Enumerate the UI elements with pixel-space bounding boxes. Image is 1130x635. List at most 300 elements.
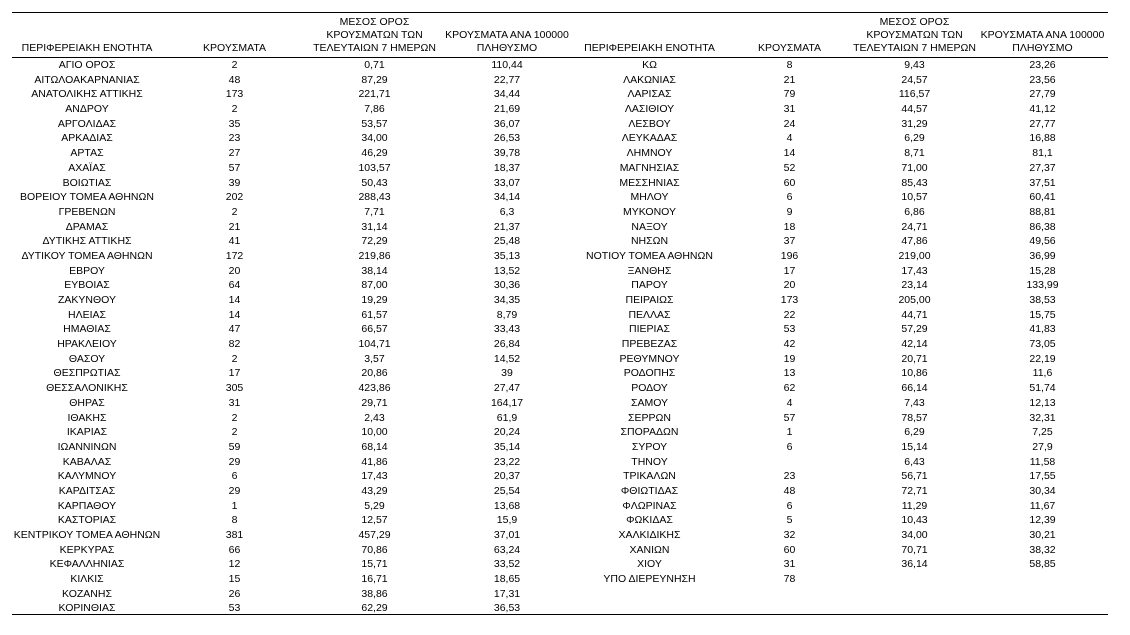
cell-avg7: 34,00 (901, 529, 928, 541)
cell-avg7: 56,71 (901, 470, 928, 483)
header-avg7: ΜΕΣΟΣ ΟΡΟΣ ΚΡΟΥΣΜΑΤΩΝ ΤΩΝ ΤΕΛΕΥΤΑΙΩΝ 7 ΗΜΕΡΩΝ (313, 16, 436, 54)
cell-region: ΞΑΝΘΗΣ (627, 264, 672, 277)
cell-region: ΜΥΚΟΝΟΥ (622, 205, 676, 218)
cell-cases: 1 (231, 499, 238, 512)
cell-avg7: 38,14 (361, 264, 388, 277)
cell-cases: 18 (783, 220, 796, 233)
cell-region: ΙΚΑΡΙΑΣ (66, 426, 108, 439)
cell-cases: 6 (231, 470, 238, 483)
cell-per100k: 133,99 (1026, 279, 1059, 292)
cell-cases: 66 (228, 543, 241, 556)
table-row (572, 58, 1108, 73)
cell-cases: 305 (225, 382, 244, 395)
cell-per100k: 63,24 (493, 543, 521, 556)
cell-cases: 31 (228, 396, 241, 409)
cell-cases: 42 (783, 338, 796, 351)
cell-avg7: 17,43 (361, 470, 388, 483)
cell-cases: 59 (228, 440, 241, 453)
cell-per100k: 73,05 (1029, 338, 1056, 351)
table-row (572, 87, 1108, 102)
cell-region: ΣΥΡΟΥ (631, 440, 668, 453)
cell-per100k: 36,99 (1029, 249, 1056, 262)
cell-avg7: 72,29 (361, 235, 388, 248)
cell-avg7: 11,29 (901, 499, 928, 512)
cell-region: ΣΑΜΟΥ (630, 396, 669, 409)
table-header-left (12, 12, 572, 58)
cell-region: ΝΗΣΩΝ (630, 235, 669, 248)
cell-region: ΚΑΡΔΙΤΣΑΣ (58, 484, 116, 497)
table-row (572, 190, 1108, 205)
table-row (572, 337, 1108, 352)
cell-per100k: 18,65 (493, 573, 521, 586)
table-right-half (572, 12, 1108, 616)
cell-region: ΡΕΘΥΜΝΟΥ (619, 352, 680, 365)
cell-per100k: 20,37 (493, 470, 521, 483)
cell-avg7: 78,57 (901, 411, 928, 424)
cell-per100k: 41,12 (1029, 103, 1056, 116)
cell-region: ΚΕΝΤΡΙΚΟΥ ΤΟΜΕΑ ΑΘΗΝΩΝ (13, 529, 161, 541)
cell-cases: 8 (231, 514, 238, 527)
cell-per100k: 86,38 (1029, 220, 1056, 233)
cell-cases: 32 (783, 529, 796, 541)
cell-region: ΚΟΖΑΝΗΣ (62, 587, 112, 600)
cell-avg7: 50,43 (361, 176, 388, 189)
table-row (12, 249, 572, 264)
cell-cases: 4 (786, 132, 793, 145)
cell-region: ΗΡΑΚΛΕΙΟΥ (57, 338, 117, 351)
cell-region: ΛΑΚΩΝΙΑΣ (623, 73, 676, 86)
cell-per100k: 36,53 (493, 602, 521, 615)
table-row (572, 455, 1108, 470)
table-row (12, 528, 572, 543)
cell-per100k: 14,52 (493, 352, 521, 365)
table-row (572, 484, 1108, 499)
table-row (12, 322, 572, 337)
table-row (572, 220, 1108, 235)
cell-region: ΚΟΡΙΝΘΙΑΣ (58, 602, 116, 615)
cell-avg7: 66,57 (361, 323, 388, 336)
cell-avg7: 85,43 (901, 176, 928, 189)
cell-cases: 6 (786, 499, 793, 512)
cell-avg7: 44,57 (901, 103, 928, 116)
cell-cases: 29 (228, 484, 241, 497)
cell-per100k: 26,84 (493, 338, 521, 351)
table-left-half (12, 12, 572, 616)
cell-cases: 13 (783, 367, 796, 380)
cell-cases: 2 (231, 352, 238, 365)
cell-avg7: 12,57 (361, 514, 388, 527)
cell-avg7: 7,43 (904, 396, 925, 409)
cell-per100k: 27,77 (1029, 117, 1056, 130)
table-row (12, 131, 572, 146)
cell-region: ΠΙΕΡΙΑΣ (629, 323, 670, 336)
cell-per100k: 34,44 (493, 88, 521, 101)
cell-region: ΗΜΑΘΙΑΣ (63, 323, 111, 336)
cell-avg7: 19,29 (361, 294, 388, 306)
table-row (12, 499, 572, 514)
cell-per100k: 81,1 (1032, 147, 1053, 160)
cell-per100k: 30,34 (1029, 484, 1056, 497)
cell-region: ΦΩΚΙΔΑΣ (626, 514, 673, 527)
cell-per100k: 37,51 (1029, 176, 1056, 189)
cell-cases: 41 (228, 235, 241, 248)
cell-region: ΝΑΞΟΥ (631, 220, 668, 233)
cell-cases: 24 (783, 117, 796, 130)
table-row (12, 469, 572, 484)
table-row (12, 205, 572, 220)
table-row (572, 381, 1108, 396)
cell-region: ΙΘΑΚΗΣ (67, 411, 107, 424)
table-body-right (572, 58, 1108, 587)
cell-region: ΑΙΤΩΛΟΑΚΑΡΝΑΝΙΑΣ (34, 73, 140, 86)
cell-cases: 173 (780, 294, 799, 306)
cell-cases: 22 (783, 308, 796, 321)
table-row (572, 469, 1108, 484)
cell-cases: 27 (228, 147, 241, 160)
cell-cases: 8 (786, 59, 793, 71)
header-per100k: ΚΡΟΥΣΜΑΤΑ ΑΝΑ 100000 ΠΛΗΘΥΣΜΟ (445, 29, 569, 54)
table-row (12, 102, 572, 117)
table-row (12, 381, 572, 396)
cell-region: ΗΛΕΙΑΣ (67, 308, 106, 321)
header-cases: ΚΡΟΥΣΜΑΤΑ (758, 42, 821, 54)
cell-per100k: 23,56 (1029, 73, 1056, 86)
cell-avg7: 44,71 (901, 308, 928, 321)
cell-per100k: 60,41 (1029, 191, 1056, 204)
cell-cases: 39 (228, 176, 241, 189)
cell-region: ΣΕΡΡΩΝ (628, 411, 671, 424)
cell-cases: 26 (228, 587, 241, 600)
cell-avg7: 71,00 (901, 161, 928, 174)
cell-avg7: 7,86 (364, 103, 385, 116)
cell-per100k: 11,58 (1029, 455, 1056, 468)
table-row (12, 220, 572, 235)
cell-per100k: 49,56 (1029, 235, 1056, 248)
cell-cases: 1 (786, 426, 793, 439)
cell-cases: 35 (228, 117, 241, 130)
table-row (572, 146, 1108, 161)
cell-avg7: 10,43 (901, 514, 928, 527)
cell-avg7: 20,86 (361, 367, 388, 380)
cell-per100k: 27,47 (493, 382, 521, 395)
cell-region: ΛΕΣΒΟΥ (628, 117, 671, 130)
cell-cases: 20 (228, 264, 241, 277)
cell-cases: 19 (783, 352, 796, 365)
cell-cases: 202 (225, 191, 244, 204)
header-cases: ΚΡΟΥΣΜΑΤΑ (203, 42, 266, 54)
cell-avg7: 24,57 (901, 73, 928, 86)
table-row (12, 161, 572, 176)
cell-per100k: 22,77 (493, 73, 521, 86)
table-row (572, 322, 1108, 337)
table-row (572, 543, 1108, 558)
cell-per100k: 21,69 (493, 103, 521, 116)
cell-region: ΑΝΔΡΟΥ (65, 103, 109, 116)
table-bottom-rule (12, 614, 1108, 615)
table-row (572, 366, 1108, 381)
cell-region: ΔΥΤΙΚΗΣ ΑΤΤΙΚΗΣ (42, 235, 132, 248)
cell-avg7: 31,14 (361, 220, 388, 233)
cell-region: ΚΑΒΑΛΑΣ (62, 455, 112, 468)
cell-region: ΡΟΔΟΠΗΣ (623, 367, 676, 380)
table-row (12, 176, 572, 191)
cell-region: ΘΕΣΣΑΛΟΝΙΚΗΣ (46, 382, 128, 395)
cell-cases: 172 (225, 249, 244, 262)
cell-avg7: 38,86 (361, 587, 388, 600)
table-row (572, 278, 1108, 293)
cell-per100k: 34,35 (493, 294, 521, 306)
cell-region: ΦΘΙΩΤΙΔΑΣ (620, 484, 679, 497)
table-row (12, 337, 572, 352)
cell-per100k: 15,9 (496, 514, 518, 527)
cell-cases: 78 (783, 573, 796, 586)
table-row (572, 396, 1108, 411)
cell-region: ΚΑΛΥΜΝΟΥ (57, 470, 117, 483)
cell-avg7: 3,57 (364, 352, 385, 365)
cell-region: ΝΟΤΙΟΥ ΤΟΜΕΑ ΑΘΗΝΩΝ (586, 249, 713, 262)
table-row (572, 557, 1108, 572)
header-region: ΠΕΡΙΦΕΡΕΙΑΚΗ ΕΝΟΤΗΤΑ (584, 42, 715, 54)
cell-region: ΓΡΕΒΕΝΩΝ (58, 205, 116, 218)
cell-avg7: 10,57 (901, 191, 928, 204)
cell-region: ΘΕΣΠΡΩΤΙΑΣ (53, 367, 121, 380)
cell-cases: 173 (225, 88, 244, 101)
table-row (572, 528, 1108, 543)
cell-region: ΛΑΣΙΘΙΟΥ (624, 103, 675, 116)
table-row (12, 572, 572, 587)
cell-per100k: 61,9 (496, 411, 518, 424)
table-row (572, 513, 1108, 528)
cell-avg7: 10,86 (901, 367, 928, 380)
cell-avg7: 103,57 (358, 161, 391, 174)
cell-region: ΤΗΝΟΥ (631, 455, 668, 468)
cell-avg7: 62,29 (361, 602, 388, 615)
cell-cases: 14 (783, 147, 796, 160)
cell-avg7: 205,00 (898, 294, 931, 306)
cell-per100k: 30,21 (1029, 529, 1056, 541)
cell-per100k: 27,9 (1032, 440, 1053, 453)
cell-region: ΒΟΙΩΤΙΑΣ (62, 176, 112, 189)
cell-avg7: 87,00 (361, 279, 388, 292)
cell-cases: 196 (780, 249, 799, 262)
cell-per100k: 20,24 (493, 426, 521, 439)
cell-per100k: 35,13 (493, 249, 521, 262)
cell-region: ΑΡΤΑΣ (70, 147, 104, 160)
cell-per100k: 38,32 (1029, 543, 1056, 556)
cell-cases: 21 (228, 220, 241, 233)
cell-per100k: 12,39 (1029, 514, 1056, 527)
cell-avg7: 6,29 (904, 132, 925, 145)
cell-cases: 52 (783, 161, 796, 174)
cell-per100k: 13,52 (493, 264, 521, 277)
cell-cases: 62 (783, 382, 796, 395)
table-row (572, 249, 1108, 264)
cell-avg7: 6,43 (904, 455, 925, 468)
cell-avg7: 116,57 (898, 88, 931, 101)
table-row (12, 73, 572, 88)
table-row (12, 264, 572, 279)
table-row (572, 293, 1108, 308)
cell-region: ΚΕΡΚΥΡΑΣ (59, 543, 115, 556)
cell-per100k: 15,75 (1029, 308, 1056, 321)
cell-avg7: 68,14 (361, 440, 388, 453)
cell-cases: 2 (231, 103, 238, 116)
cell-per100k: 33,07 (493, 176, 521, 189)
cell-avg7: 61,57 (361, 308, 388, 321)
cell-avg7: 15,71 (361, 558, 388, 571)
cell-cases: 2 (231, 426, 238, 439)
cell-avg7: 72,71 (901, 484, 928, 497)
cell-region: ΚΕΦΑΛΛΗΝΙΑΣ (49, 558, 125, 571)
table-row (12, 278, 572, 293)
cell-per100k: 22,19 (1029, 352, 1056, 365)
cell-cases: 79 (783, 88, 796, 101)
cell-avg7: 66,14 (901, 382, 928, 395)
table-row (12, 513, 572, 528)
cell-per100k: 34,14 (493, 191, 521, 204)
cell-avg7: 53,57 (361, 117, 388, 130)
cell-region: ΜΕΣΣΗΝΙΑΣ (619, 176, 680, 189)
header-avg7: ΜΕΣΟΣ ΟΡΟΣ ΚΡΟΥΣΜΑΤΩΝ ΤΩΝ ΤΕΛΕΥΤΑΙΩΝ 7 ΗΜΕΡΩΝ (853, 16, 976, 54)
cell-per100k: 25,54 (493, 484, 521, 497)
cell-avg7: 42,14 (901, 338, 928, 351)
cell-region: ΚΩ (642, 59, 657, 71)
cell-avg7: 219,86 (358, 249, 391, 262)
cell-region: ΚΑΡΠΑΘΟΥ (57, 499, 117, 512)
cell-region: ΖΑΚΥΝΘΟΥ (57, 294, 116, 306)
cell-avg7: 46,29 (361, 147, 388, 160)
cell-region: ΦΛΩΡΙΝΑΣ (622, 499, 677, 512)
cell-avg7: 36,14 (901, 558, 928, 571)
cell-avg7: 70,86 (361, 543, 388, 556)
cell-region: ΑΧΑΪΑΣ (68, 161, 106, 174)
cell-per100k: 41,83 (1029, 323, 1056, 336)
cell-cases: 29 (228, 455, 241, 468)
cell-avg7: 31,29 (901, 117, 928, 130)
cell-avg7: 57,29 (901, 323, 928, 336)
cell-per100k: 23,22 (493, 455, 521, 468)
table-row (572, 499, 1108, 514)
cell-region: ΧΙΟΥ (637, 558, 662, 571)
cell-per100k: 25,48 (493, 235, 521, 248)
cell-avg7: 70,71 (901, 543, 928, 556)
table-row (572, 73, 1108, 88)
table-row (12, 87, 572, 102)
table-row (12, 587, 572, 602)
table-row (572, 440, 1108, 455)
cell-cases: 23 (783, 470, 796, 483)
table-row (12, 234, 572, 249)
cell-per100k: 164,17 (490, 396, 524, 409)
table-row (12, 146, 572, 161)
cell-avg7: 423,86 (358, 382, 391, 395)
cell-avg7: 24,71 (901, 220, 928, 233)
header-region: ΠΕΡΙΦΕΡΕΙΑΚΗ ΕΝΟΤΗΤΑ (21, 42, 153, 54)
cell-cases: 60 (783, 543, 796, 556)
table-row (572, 234, 1108, 249)
cell-per100k: 7,25 (1032, 426, 1053, 439)
cell-per100k: 6,3 (499, 205, 515, 218)
cell-avg7: 5,29 (364, 499, 385, 512)
table-row (572, 176, 1108, 191)
table-row (572, 411, 1108, 426)
cell-per100k: 35,14 (493, 440, 521, 453)
cell-region: ΠΡΕΒΕΖΑΣ (621, 338, 678, 351)
cell-avg7: 41,86 (361, 455, 388, 468)
table-row (12, 455, 572, 470)
cell-cases: 82 (228, 338, 241, 351)
cell-per100k: 12,13 (1029, 396, 1056, 409)
cell-region: ΒΟΡΕΙΟΥ ΤΟΜΕΑ ΑΘΗΝΩΝ (20, 191, 154, 204)
table-row (12, 308, 572, 323)
table-row (572, 264, 1108, 279)
cell-cases: 23 (228, 132, 241, 145)
cell-avg7: 23,14 (901, 279, 928, 292)
cell-avg7: 87,29 (361, 73, 388, 86)
cell-region: ΠΕΛΛΑΣ (628, 308, 671, 321)
cell-region: ΑΝΑΤΟΛΙΚΗΣ ΑΤΤΙΚΗΣ (31, 88, 143, 101)
cell-region: ΘΑΣΟΥ (68, 352, 106, 365)
cell-region: ΙΩΑΝΝΙΝΩΝ (57, 440, 117, 453)
table-row (12, 396, 572, 411)
cell-cases: 381 (225, 529, 244, 541)
cases-table (12, 12, 1108, 616)
cell-avg7: 219,00 (898, 249, 931, 262)
cell-region: ΑΡΚΑΔΙΑΣ (61, 132, 113, 145)
table-row (572, 102, 1108, 117)
cell-cases: 48 (228, 73, 241, 86)
cell-region: ΡΟΔΟΥ (631, 382, 668, 395)
cell-cases: 57 (783, 411, 796, 424)
cell-region: ΜΑΓΝΗΣΙΑΣ (619, 161, 680, 174)
cell-region: ΑΡΓΟΛΙΔΑΣ (57, 117, 117, 130)
cell-per100k: 39,78 (493, 147, 521, 160)
table-row (572, 117, 1108, 132)
cell-per100k: 27,79 (1029, 88, 1056, 101)
cell-avg7: 43,29 (361, 484, 388, 497)
cell-avg7: 20,71 (901, 352, 928, 365)
table-row (572, 161, 1108, 176)
cell-per100k: 58,85 (1029, 558, 1056, 571)
cell-avg7: 10,00 (361, 426, 388, 439)
cell-region: ΘΗΡΑΣ (69, 396, 105, 409)
table-header-right (572, 12, 1108, 58)
cell-region: ΧΑΛΚΙΔΙΚΗΣ (618, 529, 681, 541)
cell-region: ΠΑΡΟΥ (631, 279, 668, 292)
cell-region: ΛΑΡΙΣΑΣ (627, 88, 672, 101)
cell-avg7: 457,29 (358, 529, 391, 541)
cell-cases: 48 (783, 484, 796, 497)
cell-avg7: 17,43 (901, 264, 928, 277)
cell-per100k: 8,79 (496, 308, 518, 321)
cell-cases: 47 (228, 323, 241, 336)
cell-per100k: 110,44 (491, 59, 523, 71)
cell-avg7: 6,29 (904, 426, 925, 439)
cell-avg7: 16,71 (361, 573, 388, 586)
cell-avg7: 34,00 (361, 132, 388, 145)
cell-per100k: 39 (501, 367, 513, 380)
cell-per100k: 18,37 (493, 161, 521, 174)
cell-cases: 31 (783, 558, 796, 571)
cell-region: ΑΓΙΟ ΟΡΟΣ (58, 59, 116, 71)
table-row (12, 557, 572, 572)
cell-region: ΛΗΜΝΟΥ (626, 147, 673, 160)
table-row (12, 425, 572, 440)
table-row (12, 58, 572, 73)
cell-per100k: 32,31 (1029, 411, 1056, 424)
cell-avg7: 221,71 (358, 88, 391, 101)
table-row (572, 308, 1108, 323)
